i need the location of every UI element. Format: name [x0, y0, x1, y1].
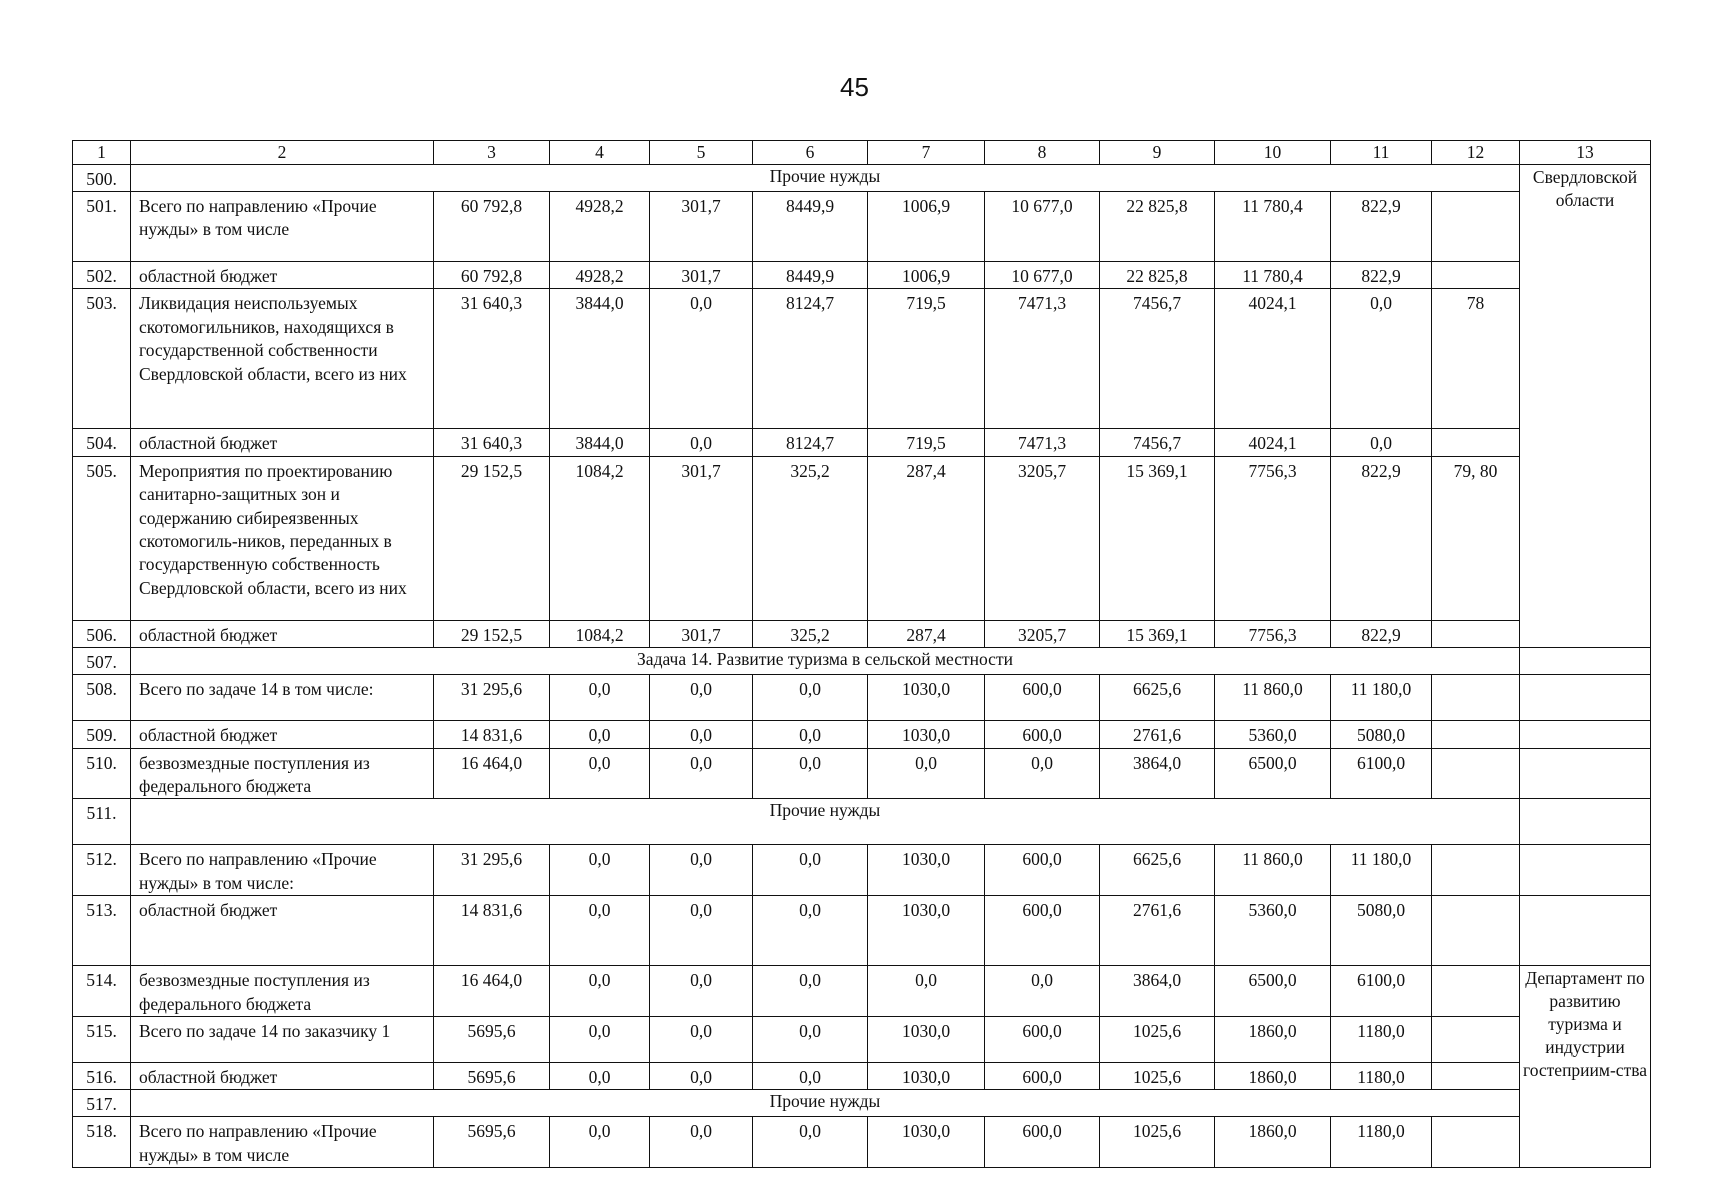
- value-col-6: 0,0: [753, 1117, 868, 1168]
- value-col-6: 325,2: [753, 456, 868, 620]
- value-col-3: 5695,6: [434, 1017, 550, 1063]
- value-col-9: 2761,6: [1100, 896, 1215, 966]
- section-row: [73, 1090, 1651, 1117]
- value-col-9: 22 825,8: [1100, 262, 1215, 289]
- value-col-8: 600,0: [985, 1117, 1100, 1168]
- value-col-7: 287,4: [868, 456, 985, 620]
- responsible-empty: [1520, 845, 1651, 896]
- value-col-12: [1432, 1017, 1520, 1063]
- value-col-8: 7471,3: [985, 289, 1100, 429]
- value-col-3: 5695,6: [434, 1117, 550, 1168]
- table-row: [73, 721, 1651, 748]
- value-col-6: 8449,9: [753, 262, 868, 289]
- value-col-8: 600,0: [985, 1063, 1100, 1090]
- table-row: [73, 1063, 1651, 1090]
- value-col-8: 600,0: [985, 675, 1100, 721]
- value-col-10: 7756,3: [1215, 456, 1331, 620]
- value-col-9: 3864,0: [1100, 966, 1215, 1017]
- column-header-9: 9: [1100, 141, 1215, 165]
- row-number: 507.: [73, 648, 131, 675]
- column-header-10: 10: [1215, 141, 1331, 165]
- row-number: 513.: [73, 896, 131, 966]
- value-col-12: 78: [1432, 289, 1520, 429]
- value-col-10: 1860,0: [1215, 1017, 1331, 1063]
- row-description: областной бюджет: [131, 262, 434, 289]
- row-number: 503.: [73, 289, 131, 429]
- section-title: Прочие нужды: [131, 165, 1520, 192]
- value-col-7: 1030,0: [868, 845, 985, 896]
- row-number: 511.: [73, 799, 131, 845]
- row-description: областной бюджет: [131, 620, 434, 647]
- responsible-empty: [1520, 799, 1651, 845]
- table-row: [73, 429, 1651, 456]
- value-col-11: 822,9: [1331, 620, 1432, 647]
- header-row: [73, 141, 1651, 165]
- value-col-4: 3844,0: [550, 429, 650, 456]
- value-col-8: 600,0: [985, 845, 1100, 896]
- value-col-4: 4928,2: [550, 262, 650, 289]
- value-col-8: 600,0: [985, 896, 1100, 966]
- value-col-7: 0,0: [868, 748, 985, 799]
- table-row: [73, 262, 1651, 289]
- column-header-11: 11: [1331, 141, 1432, 165]
- value-col-4: 0,0: [550, 748, 650, 799]
- value-col-4: 0,0: [550, 675, 650, 721]
- value-col-6: 0,0: [753, 1017, 868, 1063]
- column-header-13: 13: [1520, 141, 1651, 165]
- row-description: Ликвидация неиспользуемых скотомогильников, находящихся в государственной собственности Свердловской области, всего из них: [131, 289, 434, 429]
- row-description: Мероприятия по проектированию санитарно-защитных зон и содержанию сибиреязвенных скотомогиль-ников, переданных в государственную собственность Свердловской области, всего из них: [131, 456, 434, 620]
- value-col-3: 5695,6: [434, 1063, 550, 1090]
- row-number: 502.: [73, 262, 131, 289]
- value-col-12: [1432, 192, 1520, 262]
- value-col-5: 0,0: [650, 289, 753, 429]
- value-col-3: 29 152,5: [434, 620, 550, 647]
- value-col-8: 0,0: [985, 748, 1100, 799]
- value-col-7: 287,4: [868, 620, 985, 647]
- row-description: областной бюджет: [131, 721, 434, 748]
- table-row: [73, 620, 1651, 647]
- value-col-11: 0,0: [1331, 429, 1432, 456]
- column-header-8: 8: [985, 141, 1100, 165]
- value-col-11: 1180,0: [1331, 1063, 1432, 1090]
- value-col-12: [1432, 748, 1520, 799]
- value-col-3: 31 640,3: [434, 429, 550, 456]
- value-col-8: 3205,7: [985, 620, 1100, 647]
- value-col-8: 10 677,0: [985, 192, 1100, 262]
- value-col-5: 0,0: [650, 1117, 753, 1168]
- column-header-6: 6: [753, 141, 868, 165]
- section-title: Задача 14. Развитие туризма в сельской местности: [131, 648, 1520, 675]
- value-col-4: 0,0: [550, 1063, 650, 1090]
- value-col-12: [1432, 675, 1520, 721]
- value-col-12: [1432, 845, 1520, 896]
- table-row: [73, 896, 1651, 966]
- value-col-11: 6100,0: [1331, 748, 1432, 799]
- responsible-empty: [1520, 748, 1651, 799]
- table-row: [73, 1117, 1651, 1168]
- value-col-9: 1025,6: [1100, 1017, 1215, 1063]
- value-col-6: 8449,9: [753, 192, 868, 262]
- value-col-9: 3864,0: [1100, 748, 1215, 799]
- value-col-9: 1025,6: [1100, 1117, 1215, 1168]
- value-col-3: 14 831,6: [434, 896, 550, 966]
- table-row: [73, 675, 1651, 721]
- row-description: Всего по задаче 14 в том числе:: [131, 675, 434, 721]
- value-col-11: 0,0: [1331, 289, 1432, 429]
- value-col-10: 11 860,0: [1215, 845, 1331, 896]
- value-col-7: 1030,0: [868, 1017, 985, 1063]
- section-title: Прочие нужды: [131, 1090, 1520, 1117]
- value-col-12: [1432, 1117, 1520, 1168]
- responsible-bottom: Департамент по развитию туризма и индустрии гостеприим-ства: [1520, 966, 1651, 1168]
- value-col-9: 2761,6: [1100, 721, 1215, 748]
- value-col-10: 6500,0: [1215, 748, 1331, 799]
- value-col-6: 0,0: [753, 845, 868, 896]
- value-col-10: 5360,0: [1215, 896, 1331, 966]
- column-header-7: 7: [868, 141, 985, 165]
- value-col-11: 1180,0: [1331, 1117, 1432, 1168]
- value-col-10: 5360,0: [1215, 721, 1331, 748]
- value-col-11: 11 180,0: [1331, 675, 1432, 721]
- value-col-4: 3844,0: [550, 289, 650, 429]
- value-col-5: 0,0: [650, 896, 753, 966]
- value-col-3: 16 464,0: [434, 748, 550, 799]
- value-col-9: 15 369,1: [1100, 620, 1215, 647]
- value-col-7: 1030,0: [868, 721, 985, 748]
- value-col-5: 0,0: [650, 721, 753, 748]
- value-col-11: 822,9: [1331, 262, 1432, 289]
- value-col-3: 14 831,6: [434, 721, 550, 748]
- table-row: [73, 845, 1651, 896]
- value-col-3: 16 464,0: [434, 966, 550, 1017]
- row-description: Всего по направлению «Прочие нужды» в том числе:: [131, 845, 434, 896]
- value-col-8: 7471,3: [985, 429, 1100, 456]
- value-col-11: 11 180,0: [1331, 845, 1432, 896]
- value-col-6: 0,0: [753, 721, 868, 748]
- value-col-5: 301,7: [650, 262, 753, 289]
- column-header-2: 2: [131, 141, 434, 165]
- row-number: 514.: [73, 966, 131, 1017]
- row-description: Всего по задаче 14 по заказчику 1: [131, 1017, 434, 1063]
- value-col-12: [1432, 429, 1520, 456]
- value-col-6: 8124,7: [753, 429, 868, 456]
- value-col-9: 22 825,8: [1100, 192, 1215, 262]
- column-header-3: 3: [434, 141, 550, 165]
- value-col-3: 29 152,5: [434, 456, 550, 620]
- section-row: [73, 799, 1651, 845]
- value-col-6: 0,0: [753, 675, 868, 721]
- row-number: 512.: [73, 845, 131, 896]
- value-col-5: 0,0: [650, 748, 753, 799]
- value-col-4: 0,0: [550, 896, 650, 966]
- row-description: Всего по направлению «Прочие нужды» в том числе: [131, 1117, 434, 1168]
- value-col-12: [1432, 896, 1520, 966]
- value-col-4: 4928,2: [550, 192, 650, 262]
- value-col-7: 1006,9: [868, 192, 985, 262]
- value-col-11: 5080,0: [1331, 896, 1432, 966]
- value-col-11: 5080,0: [1331, 721, 1432, 748]
- responsible-top: Свердловской области: [1520, 165, 1651, 648]
- value-col-4: 0,0: [550, 721, 650, 748]
- table-row: [73, 456, 1651, 620]
- value-col-4: 0,0: [550, 1017, 650, 1063]
- value-col-6: 8124,7: [753, 289, 868, 429]
- column-header-5: 5: [650, 141, 753, 165]
- row-number: 505.: [73, 456, 131, 620]
- value-col-5: 0,0: [650, 845, 753, 896]
- value-col-4: 1084,2: [550, 456, 650, 620]
- value-col-5: 0,0: [650, 675, 753, 721]
- table-row: [73, 192, 1651, 262]
- value-col-4: 0,0: [550, 845, 650, 896]
- value-col-10: 11 860,0: [1215, 675, 1331, 721]
- row-number: 509.: [73, 721, 131, 748]
- table-row: [73, 1017, 1651, 1063]
- row-description: областной бюджет: [131, 429, 434, 456]
- value-col-10: 6500,0: [1215, 966, 1331, 1017]
- row-number: 506.: [73, 620, 131, 647]
- value-col-10: 11 780,4: [1215, 262, 1331, 289]
- table-row: [73, 966, 1651, 1017]
- value-col-12: [1432, 721, 1520, 748]
- value-col-9: 7456,7: [1100, 289, 1215, 429]
- value-col-6: 0,0: [753, 748, 868, 799]
- responsible-empty: [1520, 675, 1651, 721]
- row-number: 517.: [73, 1090, 131, 1117]
- value-col-7: 719,5: [868, 429, 985, 456]
- value-col-9: 6625,6: [1100, 675, 1215, 721]
- row-description: областной бюджет: [131, 1063, 434, 1090]
- row-number: 515.: [73, 1017, 131, 1063]
- row-number: 518.: [73, 1117, 131, 1168]
- value-col-7: 719,5: [868, 289, 985, 429]
- row-number: 510.: [73, 748, 131, 799]
- value-col-8: 0,0: [985, 966, 1100, 1017]
- value-col-7: 1006,9: [868, 262, 985, 289]
- responsible-empty: [1520, 721, 1651, 748]
- value-col-12: [1432, 1063, 1520, 1090]
- value-col-10: 4024,1: [1215, 429, 1331, 456]
- section-row: [73, 648, 1651, 675]
- column-header-1: 1: [73, 141, 131, 165]
- budget-table: [72, 140, 1651, 1168]
- row-number: 500.: [73, 165, 131, 192]
- value-col-5: 0,0: [650, 1017, 753, 1063]
- responsible-empty: [1520, 896, 1651, 966]
- value-col-8: 600,0: [985, 1017, 1100, 1063]
- value-col-9: 15 369,1: [1100, 456, 1215, 620]
- section-title: Прочие нужды: [131, 799, 1520, 845]
- value-col-10: 1860,0: [1215, 1117, 1331, 1168]
- value-col-12: [1432, 620, 1520, 647]
- row-number: 508.: [73, 675, 131, 721]
- value-col-7: 1030,0: [868, 675, 985, 721]
- value-col-3: 60 792,8: [434, 262, 550, 289]
- table-row: [73, 748, 1651, 799]
- value-col-11: 1180,0: [1331, 1017, 1432, 1063]
- value-col-6: 0,0: [753, 966, 868, 1017]
- value-col-11: 822,9: [1331, 456, 1432, 620]
- responsible-empty: [1520, 648, 1651, 675]
- section-row: [73, 165, 1651, 192]
- value-col-8: 10 677,0: [985, 262, 1100, 289]
- value-col-5: 0,0: [650, 1063, 753, 1090]
- row-number: 501.: [73, 192, 131, 262]
- value-col-4: 0,0: [550, 1117, 650, 1168]
- value-col-7: 1030,0: [868, 1117, 985, 1168]
- row-description: безвозмездные поступления из федерального бюджета: [131, 966, 434, 1017]
- value-col-8: 3205,7: [985, 456, 1100, 620]
- value-col-9: 6625,6: [1100, 845, 1215, 896]
- value-col-9: 1025,6: [1100, 1063, 1215, 1090]
- column-header-12: 12: [1432, 141, 1520, 165]
- value-col-10: 4024,1: [1215, 289, 1331, 429]
- row-description: областной бюджет: [131, 896, 434, 966]
- column-header-4: 4: [550, 141, 650, 165]
- value-col-3: 31 295,6: [434, 845, 550, 896]
- value-col-10: 7756,3: [1215, 620, 1331, 647]
- value-col-9: 7456,7: [1100, 429, 1215, 456]
- value-col-5: 301,7: [650, 192, 753, 262]
- value-col-5: 301,7: [650, 620, 753, 647]
- row-description: Всего по направлению «Прочие нужды» в том числе: [131, 192, 434, 262]
- value-col-10: 1860,0: [1215, 1063, 1331, 1090]
- value-col-7: 1030,0: [868, 896, 985, 966]
- value-col-3: 31 640,3: [434, 289, 550, 429]
- value-col-7: 0,0: [868, 966, 985, 1017]
- value-col-11: 822,9: [1331, 192, 1432, 262]
- value-col-5: 301,7: [650, 456, 753, 620]
- value-col-7: 1030,0: [868, 1063, 985, 1090]
- value-col-3: 60 792,8: [434, 192, 550, 262]
- table-row: [73, 289, 1651, 429]
- value-col-12: 79, 80: [1432, 456, 1520, 620]
- value-col-11: 6100,0: [1331, 966, 1432, 1017]
- value-col-12: [1432, 966, 1520, 1017]
- value-col-5: 0,0: [650, 966, 753, 1017]
- value-col-10: 11 780,4: [1215, 192, 1331, 262]
- value-col-6: 0,0: [753, 896, 868, 966]
- value-col-5: 0,0: [650, 429, 753, 456]
- value-col-4: 1084,2: [550, 620, 650, 647]
- row-description: безвозмездные поступления из федерального бюджета: [131, 748, 434, 799]
- value-col-3: 31 295,6: [434, 675, 550, 721]
- page-number: 45: [840, 72, 869, 102]
- value-col-6: 325,2: [753, 620, 868, 647]
- value-col-8: 600,0: [985, 721, 1100, 748]
- row-number: 504.: [73, 429, 131, 456]
- value-col-6: 0,0: [753, 1063, 868, 1090]
- value-col-12: [1432, 262, 1520, 289]
- row-number: 516.: [73, 1063, 131, 1090]
- value-col-4: 0,0: [550, 966, 650, 1017]
